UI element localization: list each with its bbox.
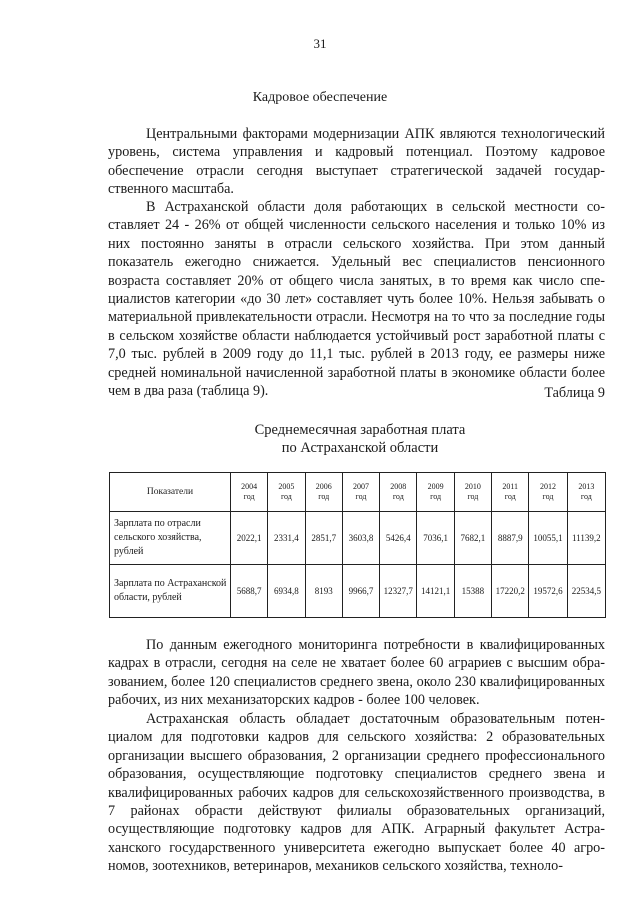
table-cell: 8887,9 xyxy=(492,512,529,565)
table-label: Таблица 9 xyxy=(544,385,605,401)
table-cell: 12327,7 xyxy=(380,565,417,618)
year-header: 2007 год xyxy=(342,473,379,512)
table-cell: 14121,1 xyxy=(417,565,454,618)
year-header: 2012 год xyxy=(529,473,567,512)
table-cell: 7682,1 xyxy=(454,512,491,565)
year-header: 2005 год xyxy=(268,473,305,512)
table-cell: 3603,8 xyxy=(342,512,379,565)
table-cell: 19572,6 xyxy=(529,565,567,618)
salary-table xyxy=(109,472,606,618)
table-title-line-1: Среднемесячная заработная плата xyxy=(254,422,466,438)
table-cell: 7036,1 xyxy=(417,512,454,565)
table-cell: 6934,8 xyxy=(268,565,305,618)
table-row-region xyxy=(110,565,606,618)
row-label: Зарплата по отрасли сельского хозяйства, рублей xyxy=(110,512,231,565)
year-header: 2013 год xyxy=(567,473,605,512)
paragraph-2: В Астраханской области доля работающих в сельской местности составляет 24 - 26% от общей численности сельского населения и только 10% из них постоянно заняты в отрасли сельского хозяйства. При этом данный показатель ежегодно снижается. Удельный вес специалистов пенсионного возраста составляет 20% от общего числа занятых, в то время как число специалистов категории «до 30 лет» составляет чуть более 10%. Нельзя забывать о материальной привлекательности отрасли. Несмотря на то что за последние годы в сельском хозяйстве области наблюдается устойчивый рост заработной платы с 7,0 тыс. рублей в 2009 году до 11,1 тыс. рублей в 2013 году, ее размеры ниже средней номинальной начисленной заработной платы в экономике области более чем в два раза (таблица 9). xyxy=(108,199,605,400)
row-label: Зарплата по Астраханской области, рублей xyxy=(110,565,231,618)
table-cell: 17220,2 xyxy=(492,565,529,618)
table-cell: 9966,7 xyxy=(342,565,379,618)
year-header: 2009 год xyxy=(417,473,454,512)
year-header: 2004 год xyxy=(230,473,267,512)
table-cell: 11139,2 xyxy=(567,512,605,565)
paragraph-1: Центральными факторами модернизации АПК являются технологический уровень, система управления и кадровый потенциал. Поэтому кадровое обеспечение отрасли сегодня выступает стратегической задачей государственного масштаба. xyxy=(108,126,605,198)
table-cell: 5426,4 xyxy=(380,512,417,565)
table-cell: 15388 xyxy=(454,565,491,618)
section-title: Кадровое обеспечение xyxy=(252,90,388,105)
paragraph-3: По данным ежегодного мониторинга потребности в квалифицированных кадрах в отрасли, сегодня на селе не хватает более 60 аграриев с высшим образованием, более 120 специалистов среднего звена, около 230 квалифицированных рабочих, из них механизаторских кадров - более 100 человек. xyxy=(108,637,605,709)
table-header-label: Показатели xyxy=(110,473,231,512)
table-title xyxy=(0,421,640,457)
table-cell: 22534,5 xyxy=(567,565,605,618)
table-title-line-2: по Астраханской области xyxy=(281,440,439,456)
table-cell: 5688,7 xyxy=(230,565,267,618)
year-header: 2006 год xyxy=(305,473,342,512)
paragraph-4: Астраханская область обладает достаточным образовательным потенциалом для подготовки кадров для сельского хозяйства: 2 образовательных организации высшего образования, 2 организации среднего профессионального образования, осуществляющие подготовку специалистов среднего звена и квалифицированных рабочих кадров для сельскохозяйственного производства, в 7 районах обрасти действуют филиалы образовательных организаций, осуществляющие подготовку кадров для АПК. Аграрный факультет Астраханского государственного университета ежегодно выпускает более 40 агрономов, зоотехников, ветеринаров, механиков сельского хозяйства, техноло- xyxy=(108,711,605,875)
table-cell: 2851,7 xyxy=(305,512,342,565)
table-cell: 2331,4 xyxy=(268,512,305,565)
table-cell: 10055,1 xyxy=(529,512,567,565)
table-row-agriculture xyxy=(110,512,606,565)
year-header: 2010 год xyxy=(454,473,491,512)
year-header: 2011 год xyxy=(492,473,529,512)
year-header: 2008 год xyxy=(380,473,417,512)
table-header-row xyxy=(110,473,606,512)
table-cell: 2022,1 xyxy=(230,512,267,565)
page-number: 31 xyxy=(313,36,327,51)
table-cell: 8193 xyxy=(305,565,342,618)
